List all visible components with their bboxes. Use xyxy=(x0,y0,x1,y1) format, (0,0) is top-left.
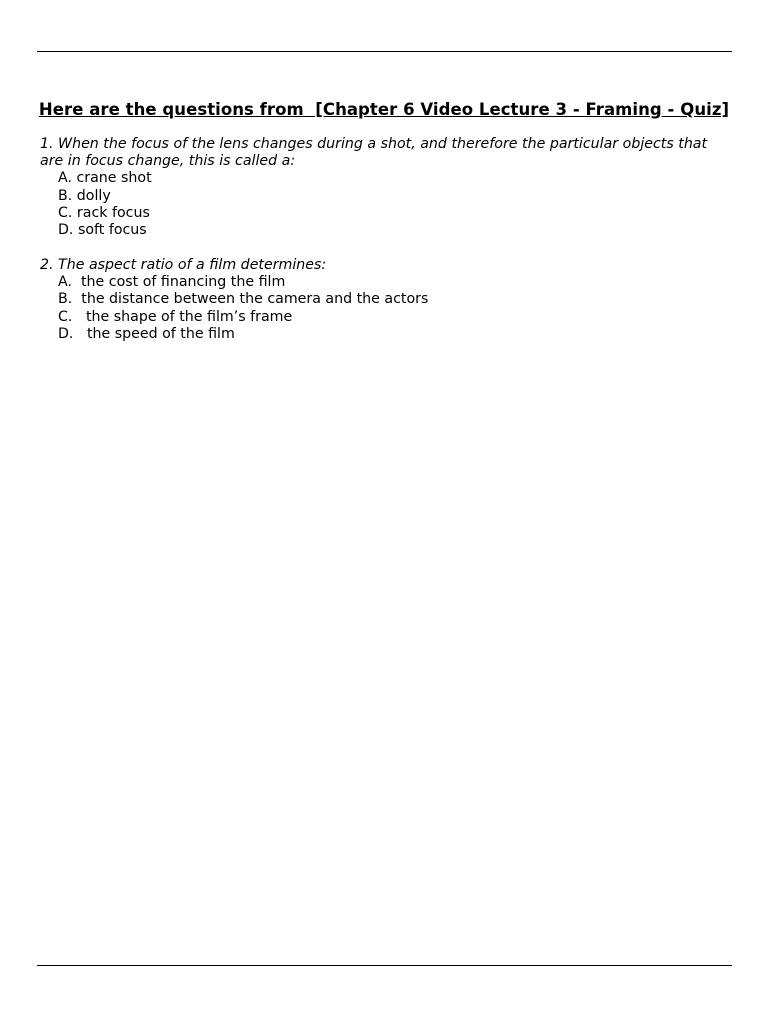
question-1-options xyxy=(40,170,730,239)
footer-rule xyxy=(37,965,732,966)
page-title: Here are the questions from [Chapter 6 Video Lecture 3 - Framing - Quiz] xyxy=(38,100,730,119)
question-2-option-b: B. the distance between the camera and the actors xyxy=(58,291,429,308)
question-2 xyxy=(40,257,730,343)
header-rule xyxy=(37,51,732,52)
question-2-option-c: C. the shape of the film’s frame xyxy=(58,308,293,325)
question-1-option-d: D. soft focus xyxy=(58,222,147,239)
question-2-option-a: A. the cost of financing the film xyxy=(58,274,286,291)
question-1-option-b: B. dolly xyxy=(58,187,111,204)
question-1-option-c: C. rack focus xyxy=(58,204,150,221)
question-1-option-a: A. crane shot xyxy=(58,170,152,187)
question-2-options xyxy=(40,274,730,343)
question-2-prompt: 2. The aspect ratio of a film determines: xyxy=(40,257,327,273)
question-2-option-d: D. the speed of the film xyxy=(58,325,235,342)
question-1 xyxy=(40,136,730,239)
question-1-prompt: 1. When the focus of the lens changes during a shot, and therefore the particular objects that are in focus change, this is called a: xyxy=(40,136,708,170)
